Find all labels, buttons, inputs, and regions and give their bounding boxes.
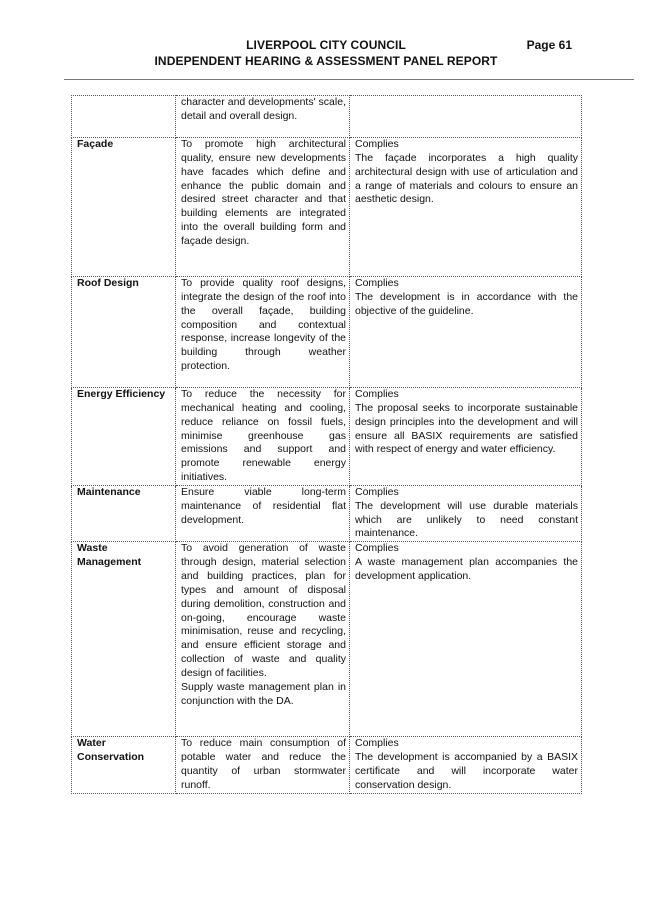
row-comment — [350, 96, 582, 138]
comment-status: Complies — [355, 277, 399, 289]
row-comment — [350, 485, 582, 541]
comment-status: Complies — [355, 542, 399, 555]
comment-detail: The development will use durable materials which are unlikely to need constant maintenance. — [355, 499, 578, 540]
row-objective — [176, 542, 350, 737]
row-objective: To reduce main consumption of potable water and reduce the quantity of urban stormwater runoff. — [176, 737, 350, 793]
row-objective: character and developments' scale, detail and overall design. — [176, 96, 350, 138]
objective-paragraph: Supply waste management plan in conjunction with the DA. — [181, 680, 346, 707]
table-row — [72, 485, 582, 541]
header-report-title: INDEPENDENT HEARING & ASSESSMENT PANEL REPORT — [154, 54, 498, 68]
row-objective: Ensure viable long-term maintenance of residential flat development. — [176, 485, 350, 541]
compliance-table — [71, 95, 582, 794]
comment-detail: A waste management plan accompanies the development application. — [355, 556, 578, 582]
header-council: LIVERPOOL CITY COUNCIL — [246, 38, 406, 52]
table-row — [72, 542, 582, 737]
compliance-table-body — [72, 96, 582, 794]
page-number: Page 61 — [526, 38, 572, 52]
comment-status: Complies — [355, 388, 399, 400]
comment-detail: The façade incorporates a high quality architectural design with use of articulation and a range of materials and colours to ensure an aesthetic design. — [355, 151, 578, 206]
row-heading: Waste Management — [72, 542, 176, 737]
comment-status: Complies — [355, 737, 399, 750]
row-comment — [350, 388, 582, 486]
table-row — [72, 388, 582, 486]
row-comment — [350, 542, 582, 737]
comment-detail: The development is in accordance with the objective of the guideline. — [355, 290, 578, 317]
row-heading — [72, 96, 176, 138]
row-objective: To promote high architectural quality, ensure new developments have facades which define and enhance the public domain and desired street character and that building elements are integrated into the overall building form and façade design. — [176, 138, 350, 277]
row-objective: To provide quality roof designs, integrate the design of the roof into the overall façade, building composition and contextual response, increase longevity of the building through weather protection. — [176, 277, 350, 388]
table-row — [72, 138, 582, 277]
row-heading: Maintenance — [72, 485, 176, 541]
row-comment — [350, 138, 582, 277]
comment-status: Complies — [355, 485, 399, 498]
comment-detail: The development is accompanied by a BASIX certificate and will incorporate water conservation design. — [355, 751, 578, 791]
row-comment — [350, 737, 582, 793]
objective-paragraph: To avoid generation of waste through design, material selection and building practices, plan for types and amount of disposal during demolition, construction and on-going, encourage waste minimisation, reuse and recycling, and ensure efficient storage and collection of waste and quality design of facilities. — [181, 542, 346, 679]
row-heading: Water Conservation — [72, 737, 176, 793]
table-row — [72, 96, 582, 138]
row-heading: Façade — [72, 138, 176, 277]
comment-status: Complies — [355, 138, 399, 150]
row-comment — [350, 277, 582, 388]
header-rule — [64, 79, 634, 80]
table-row — [72, 737, 582, 793]
row-heading: Energy Efficiency — [72, 388, 176, 486]
row-objective: To reduce the necessity for mechanical heating and cooling, reduce reliance on fossil fuels, minimise greenhouse gas emissions and support and promote renewable energy initiatives. — [176, 388, 350, 486]
row-heading: Roof Design — [72, 277, 176, 388]
table-row — [72, 277, 582, 388]
comment-detail: The proposal seeks to incorporate sustainable design principles into the development and will ensure all BASIX requirements are satisfied with respect of energy and water efficiency. — [355, 401, 578, 456]
